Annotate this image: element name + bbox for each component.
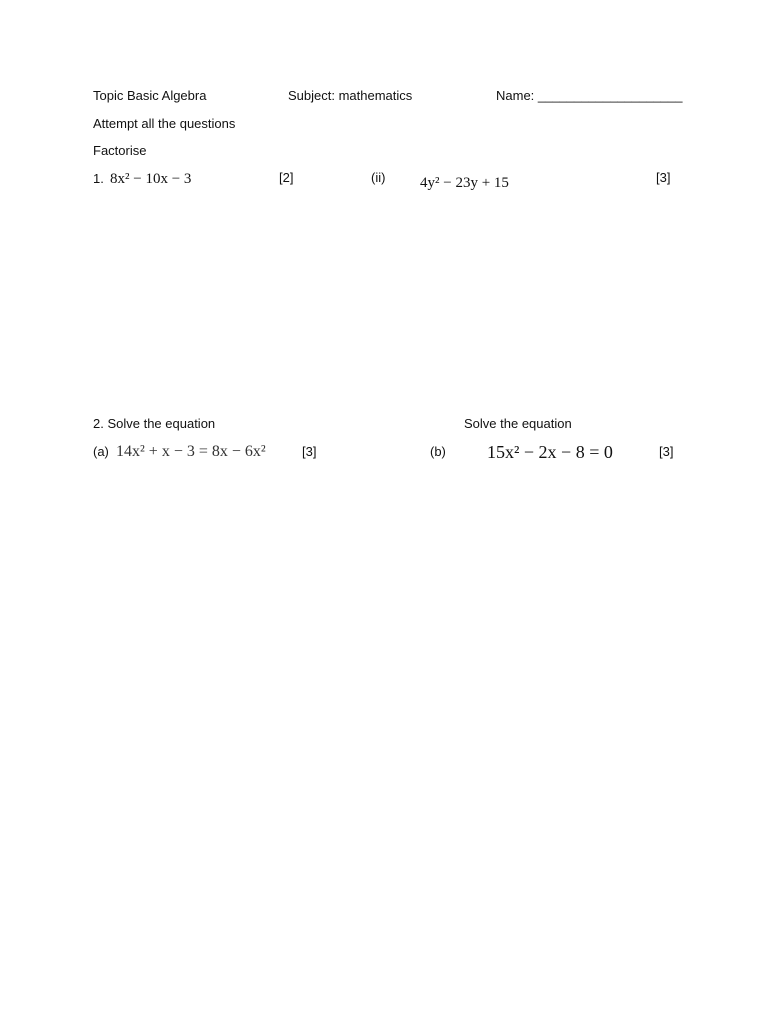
factorise-heading: Factorise bbox=[93, 143, 147, 158]
question-2-heading-right: Solve the equation bbox=[464, 416, 572, 431]
question-2b-marks: [3] bbox=[659, 444, 674, 459]
topic-label: Topic Basic Algebra bbox=[93, 88, 207, 103]
question-2-heading: 2. Solve the equation bbox=[93, 416, 216, 431]
subject-label: Subject: mathematics bbox=[288, 88, 413, 103]
question-1-number: 1. bbox=[93, 171, 104, 186]
question-2a-marks: [3] bbox=[302, 444, 317, 459]
question-1-ii-expression: 4y² − 23y + 15 bbox=[420, 175, 509, 191]
name-field: Name: ____________________ bbox=[496, 88, 683, 103]
question-2b-expression: 15x² − 2x − 8 = 0 bbox=[487, 442, 613, 462]
question-1-ii-label: (ii) bbox=[371, 170, 386, 185]
question-2a-label: (a) bbox=[93, 444, 109, 459]
question-2b-label: (b) bbox=[430, 444, 446, 459]
question-2a-expression: 14x² + x − 3 = 8x − 6x² bbox=[116, 443, 266, 460]
question-1-ii-marks: [3] bbox=[656, 170, 671, 185]
instructions-text: Attempt all the questions bbox=[93, 116, 236, 131]
question-1-i-expression: 8x² − 10x − 3 bbox=[110, 171, 192, 187]
question-1-i-marks: [2] bbox=[279, 170, 294, 185]
